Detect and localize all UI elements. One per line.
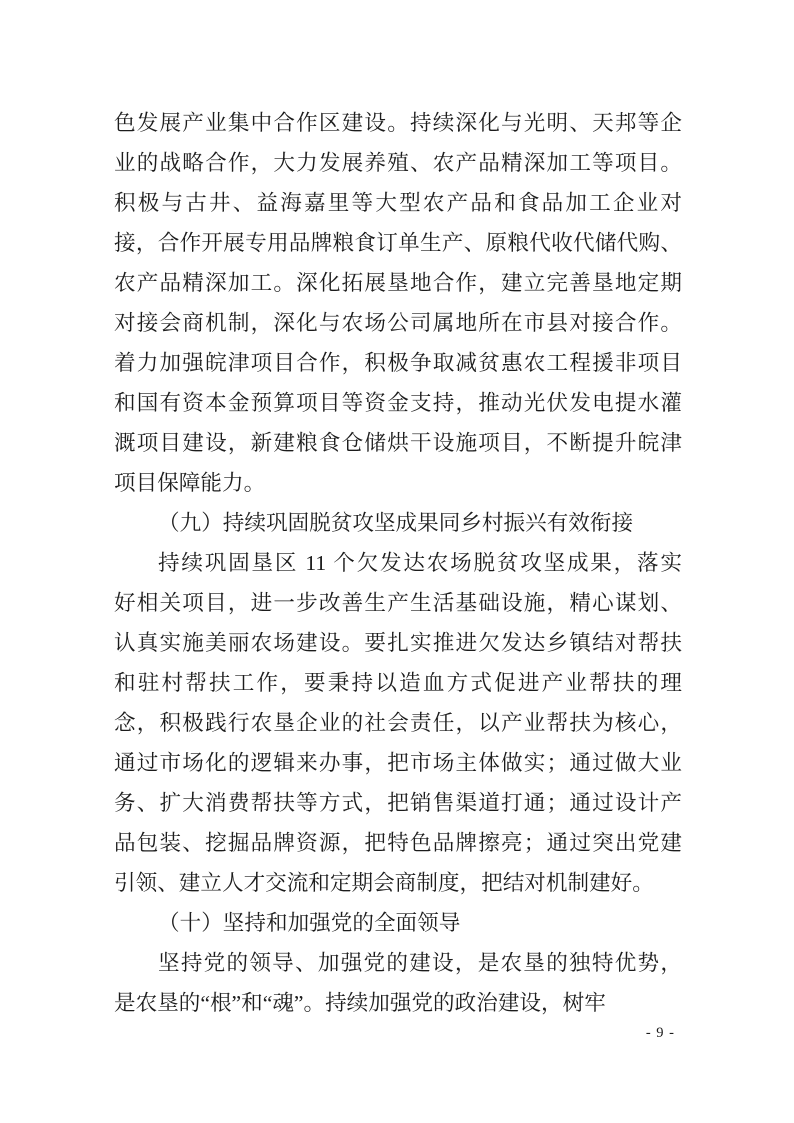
body-line: 积极与古井、益海嘉里等大型农产品和食品加工企业对 [114,191,682,215]
body-line: 通过市场化的逻辑来办事，把市场主体做实；通过做大业 [114,751,682,775]
body-line: 好相关项目，进一步改善生产生活基础设施，精心谋划、 [114,591,682,615]
body-line: 品包装、挖掘品牌资源，把特色品牌擦亮；通过突出党建 [114,831,682,855]
body-line: 业的战略合作，大力发展养殖、农产品精深加工等项目。 [114,151,682,175]
text-block [114,103,682,1023]
body-line: 着力加强皖津项目合作，积极争取减贫惠农工程援非项目 [114,351,682,375]
body-line: 认真实施美丽农场建设。要扎实推进欠发达乡镇结对帮扶 [114,631,682,655]
body-line: 念，积极践行农垦企业的社会责任，以产业帮扶为核心， [114,711,682,735]
section-heading: （九）持续巩固脱贫攻坚成果同乡村振兴有效衔接 [158,511,634,535]
body-line: 是农垦的“根”和“魂”。持续加强党的政治建设，树牢 [114,991,606,1015]
body-line: 色发展产业集中合作区建设。持续深化与光明、天邦等企 [114,111,682,135]
body-line: 对接会商机制，深化与农场公司属地所在市县对接合作。 [114,311,682,335]
body-line: 坚持党的领导、加强党的建设，是农垦的独特优势， [158,951,682,975]
body-line: 接，合作开展专用品牌粮食订单生产、原粮代收代储代购、 [114,231,682,255]
body-line: 持续巩固垦区 11 个欠发达农场脱贫攻坚成果，落实 [158,551,682,575]
body-line: 项目保障能力。 [114,471,266,495]
body-line: 和国有资本金预算项目等资金支持，推动光伏发电提水灌 [114,391,682,415]
body-line: 务、扩大消费帮扶等方式，把销售渠道打通；通过设计产 [114,791,682,815]
body-line: 引领、建立人才交流和定期会商制度，把结对机制建好。 [114,871,654,895]
body-line: 农产品精深加工。深化拓展垦地合作，建立完善垦地定期 [114,271,682,295]
section-heading: （十）坚持和加强党的全面领导 [158,911,461,935]
page-number: - 9 - [645,1025,675,1041]
body-line: 和驻村帮扶工作，要秉持以造血方式促进产业帮扶的理 [114,671,682,695]
body-line: 溉项目建设，新建粮食仓储烘干设施项目，不断提升皖津 [114,431,682,455]
